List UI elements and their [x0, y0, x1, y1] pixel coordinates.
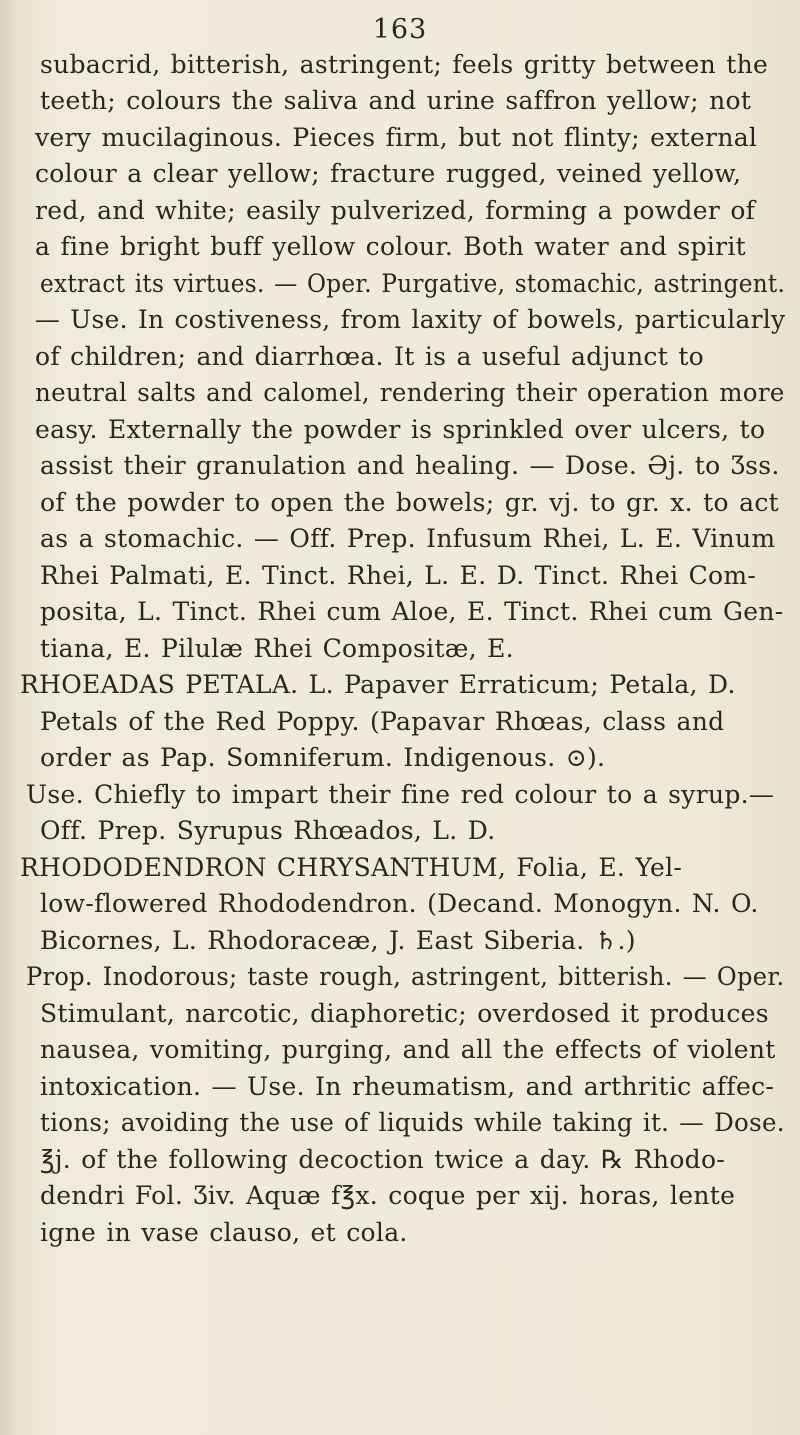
entry-heading-rhoeadas: RHOEADAS PETALA. L. Papaver Erraticum; Petala, D. [20, 670, 736, 699]
text-line: Petals of the Red Poppy. (Papavar Rhœas, class and [40, 707, 725, 736]
text-line: of children; and diarrhœa. It is a useful adjunct to [35, 342, 705, 371]
text-line: low-flowered Rhododendron. (Decand. Monogyn. N. O. [40, 889, 759, 918]
text-line: colour a clear yellow; fracture rugged, veined yellow, [35, 159, 742, 188]
text-line: as a stomachic. — Off. Prep. Infusum Rhei, L. E. Vinum [40, 524, 776, 553]
text-line: ℥j. of the following decoction twice a day. ℞ Rhodo- [40, 1145, 726, 1174]
text-line: — Use. In costiveness, from laxity of bowels, particularly [35, 305, 786, 334]
text-line: a fine bright buff yellow colour. Both water and spirit [35, 232, 746, 261]
text-line: tiana, E. Pilulæ Rhei Compositæ, E. [40, 634, 514, 663]
text-line: Off. Prep. Syrupus Rhœados, L. D. [40, 816, 496, 845]
text-line: red, and white; easily pulverized, forming a powder of [35, 196, 756, 225]
text-line: Stimulant, narcotic, diaphoretic; overdosed it produces [40, 999, 769, 1028]
text-line: Bicornes, L. Rhodoraceæ, J. East Siberia. ♄.) [40, 926, 636, 955]
text-line: extract its virtues. — Oper. Purgative, stomachic, astringent. [40, 269, 786, 298]
page-number: 163 [372, 14, 428, 45]
text-line: very mucilaginous. Pieces firm, but not flinty; external [35, 123, 758, 152]
text-line: of the powder to open the bowels; gr. vj. to gr. x. to act [40, 488, 779, 517]
text-line: teeth; colours the saliva and urine saffron yellow; not [40, 86, 752, 115]
text-line: order as Pap. Somniferum. Indigenous. ⊙). [40, 743, 606, 772]
text-line: Rhei Palmati, E. Tinct. Rhei, L. E. D. Tinct. Rhei Com- [40, 561, 757, 590]
text-line: tions; avoiding the use of liquids while taking it. — Dose. [40, 1108, 785, 1137]
text-line: easy. Externally the powder is sprinkled over ulcers, to [35, 415, 766, 444]
text-line: posita, L. Tinct. Rhei cum Aloe, E. Tinct. Rhei cum Gen- [40, 597, 784, 626]
entry-heading-rhododendron: RHODODENDRON CHRYSANTHUM, Folia, E. Yel- [20, 853, 683, 882]
text-line: Prop. Inodorous; taste rough, astringent, bitterish. — Oper. [26, 962, 785, 991]
text-line: igne in vase clauso, et cola. [40, 1218, 408, 1247]
text-line: neutral salts and calomel, rendering their operation more [35, 378, 785, 407]
text-line: subacrid, bitterish, astringent; feels gritty between the [40, 50, 769, 79]
text-line: nausea, vomiting, purging, and all the effects of violent [40, 1035, 776, 1064]
text-line: intoxication. — Use. In rheumatism, and arthritic affec- [40, 1072, 775, 1101]
text-line: Use. Chiefly to impart their fine red colour to a syrup.— [26, 780, 775, 809]
text-line: dendri Fol. Ʒiv. Aquæ f℥x. coque per xij. horas, lente [40, 1181, 736, 1210]
text-line: assist their granulation and healing. — Dose. Əj. to Ʒss. [40, 451, 780, 480]
